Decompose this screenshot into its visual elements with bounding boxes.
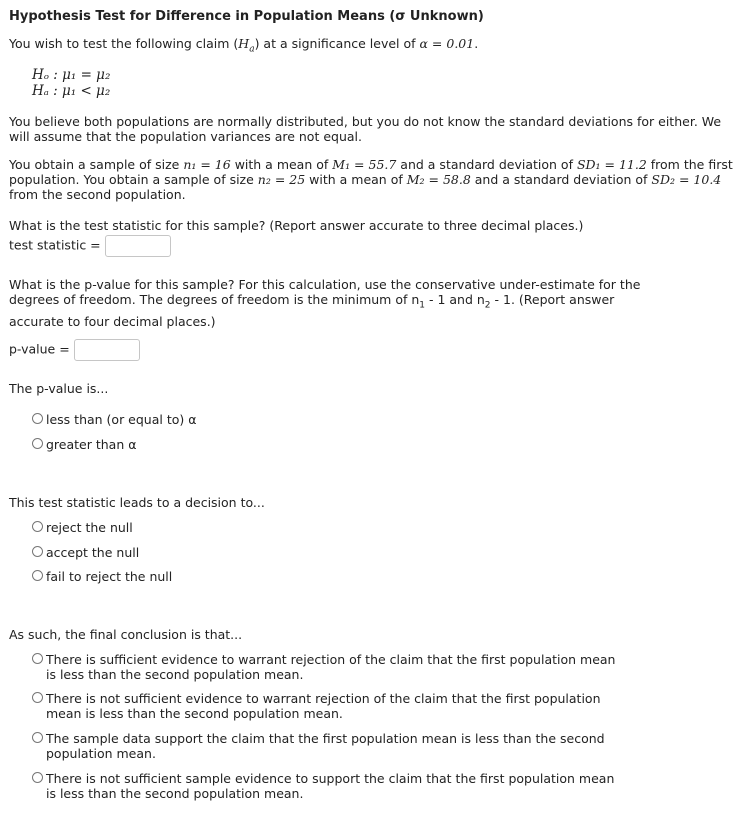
radio-button[interactable] [32, 546, 43, 557]
m2-value: M₂ = 58.8 [406, 172, 471, 187]
pvalue-input[interactable] [74, 339, 140, 361]
radio-button[interactable] [32, 521, 43, 532]
radio-button[interactable] [32, 732, 43, 743]
page-title: Hypothesis Test for Difference in Population Means (σ Unknown) [9, 9, 484, 24]
null-hypothesis: Hₒ : μ₁ = μ₂ [32, 67, 111, 83]
alpha-value: α = 0.01 [419, 36, 475, 51]
test-statistic-question: What is the test statistic for this sample? (Report answer accurate to three decimal places.) [9, 218, 584, 233]
pvalue-question: What is the p-value for this sample? For this calculation, use the conservative under-estimate for the degrees of freedom. The degrees of freedom is the minimum of $n_1 - 1$ and $n_2 - 1$. (Report answer accurate to four decimal places.) [9, 277, 641, 329]
n1-value: n₁ = 16 [183, 157, 231, 172]
test-statistic-label: test statistic = [9, 237, 101, 253]
pvalue-compare-question: The p-value is... [9, 381, 109, 396]
radio-button[interactable] [32, 413, 43, 424]
intro-text-3: . [474, 36, 479, 51]
sd1-value: SD₁ = 11.2 [576, 157, 647, 172]
radio-button[interactable] [32, 653, 43, 664]
n2-value: n₂ = 25 [257, 172, 306, 187]
decision-question: This test statistic leads to a decision to... [9, 495, 265, 510]
radio-button[interactable] [32, 438, 43, 449]
ha-symbol: $H_a$ [238, 36, 255, 55]
pvalue-label: p-value = [9, 341, 70, 357]
radio-button[interactable] [32, 692, 43, 703]
intro-text-2: ) at a significance level of [254, 36, 420, 51]
test-statistic-row [9, 235, 734, 257]
sample-description: You obtain a sample of size n₁ = 16 with a mean of M₁ = 55.7 and a standard deviation of SD₁ = 11.2 from the first population. You obtain a sample of size n₂ = 25 with a mean of M₂ = 58.8 and a standard deviation of SD₂ = 10.4 from the second population. [9, 157, 733, 202]
assumption-text: You believe both populations are normally distributed, but you do not know the standard deviations for either. We will assume that the population variances are not equal. [9, 114, 722, 144]
radio-button[interactable] [32, 570, 43, 581]
alternative-hypothesis: Hₐ : μ₁ < μ₂ [32, 83, 111, 99]
intro-text: You wish to test the following claim ( [9, 36, 239, 51]
sd2-value: SD₂ = 10.4 [651, 172, 722, 187]
claim-intro [9, 36, 734, 58]
m1-value: M₁ = 55.7 [332, 157, 397, 172]
radio-button[interactable] [32, 772, 43, 783]
test-statistic-input[interactable] [105, 235, 171, 257]
pvalue-row [9, 339, 734, 361]
conclusion-question: As such, the final conclusion is that... [9, 627, 243, 642]
